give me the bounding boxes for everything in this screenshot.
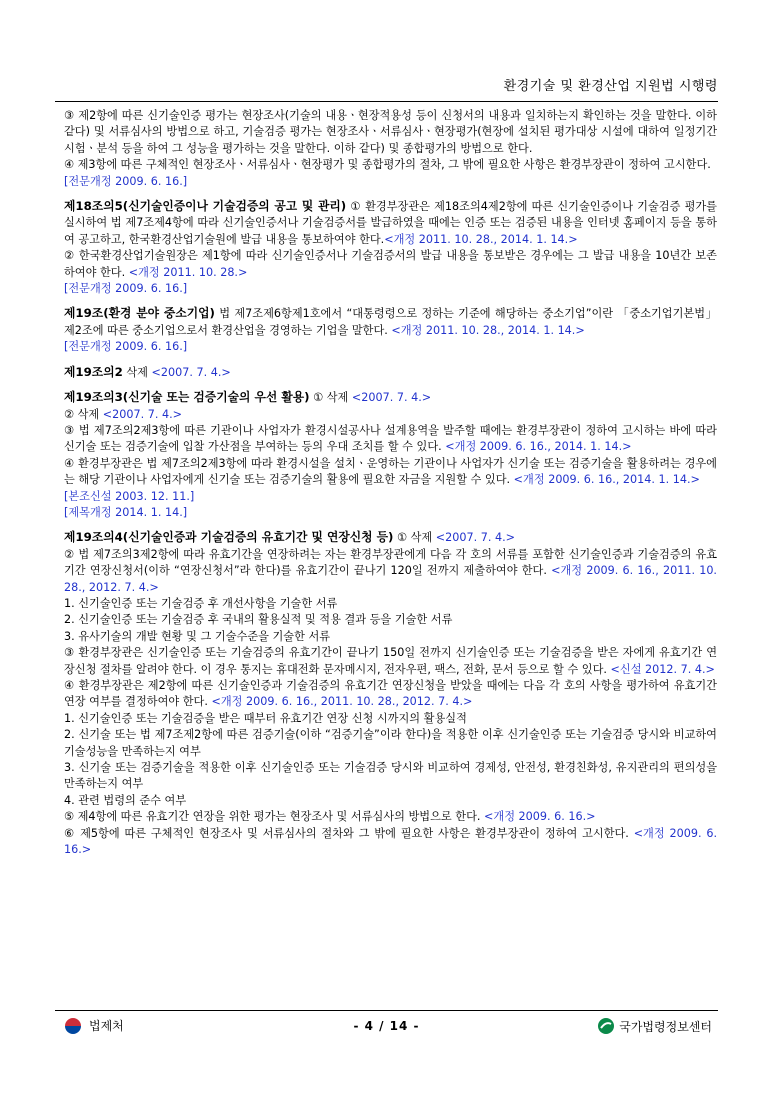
amendment-note: [제목개정 2014. 1. 14.] (64, 505, 188, 519)
article-title: 제19조의4(신기술인증과 기술검증의 유효기간 및 연장신청 등) (64, 530, 394, 545)
paragraph-text: ③ 환경부장관은 신기술인증 또는 기술검증의 유효기간이 끝나기 150일 전까지 신기술인증 또는 기술검증을 받은 자에게 유효기간 연장신청 절차를 알려야 한다. 이 경우 통지는 휴대전화 문자메시지, 전자우편, 팩스, 전화, 문서 등으로 할 수 있다. (64, 646, 717, 676)
article-text: ① 환경부장관은 제18조의4제2항에 따른 신기술인증이나 기술검증 평가를 실시하여 법 제7조제4항에 따라 신기술인증서나 기술검증서를 발급하였을 때에는 인증 또는 검증된 내용을 인터넷 홈페이지 등을 통하여 공고하고, 한국환경산업기술원에 발급 내용을 통보하여야 한다. (64, 200, 717, 246)
list-item: 3. 신기술 또는 검증기술을 적용한 이후 신기술인증 또는 기술검증 당시와 비교하여 경제성, 안전성, 환경친화성, 유지관리의 편의성을 만족하는지 여부 (64, 761, 717, 791)
article-19-4 (64, 529, 717, 546)
paragraph (64, 248, 717, 281)
article-19-3 (64, 389, 717, 406)
article-title: 제18조의5(신기술인증이나 기술검증의 공고 및 관리) (64, 199, 347, 214)
amendment-note: <개정 2009. 6. 16.> (64, 826, 718, 857)
paragraph-text: ② 삭제 (64, 407, 103, 421)
amendment-note: [전문개정 2009. 6. 16.] (64, 340, 188, 354)
paragraph (64, 547, 717, 596)
article-text: ① 삭제 (393, 531, 436, 545)
list-item: 3. 유사기술의 개발 현황 및 그 기술수준을 기술한 서류 (64, 629, 331, 643)
amendment-note: [전문개정 2009. 6. 16.] (64, 282, 188, 296)
paragraph (64, 407, 717, 423)
paragraph-text: ⑤ 제4항에 따른 유효기간 연장을 위한 평가는 현장조사 및 서류심사의 방법으로 한다. (64, 810, 485, 824)
list-item: 2. 신기술 또는 법 제7조제2항에 따른 검증기술(이하 “검증기술”이라 한다)을 적용한 이후 신기술인증 또는 기술검증 당시와 비교하여 기술성능을 만족하는지 여부 (64, 728, 717, 758)
paragraph (64, 645, 717, 678)
paragraph (64, 678, 717, 711)
deletion-note: <2007. 7. 4.> (151, 365, 231, 379)
article-text: 법 제7조제6항제1호에서 “대통령령으로 정하는 기준에 해당하는 중소기업”이란 「중소기업기본법」 제2조에 따른 중소기업으로서 환경산업을 경영하는 기업을 말한다. (64, 307, 717, 337)
paragraph (64, 809, 717, 825)
page-number: - 4 / 14 - (353, 1019, 420, 1033)
article-title: 제19조의3(신기술 또는 검증기술의 우선 활용) (64, 390, 310, 405)
page-footer (55, 1014, 718, 1038)
deletion-note: <2007. 7. 4.> (435, 531, 516, 545)
amendment-note: <개정 2009. 6. 16., 2014. 1. 14.> (445, 440, 632, 454)
amendment-note: <개정 2011. 10. 28.> (128, 265, 248, 279)
paragraph-text: ② 법 제7조의3제2항에 따라 유효기간을 연장하려는 자는 환경부장관에게 다음 각 호의 서류를 포함한 신기술인증과 기술검증의 유효기간 연장신청서(이하 “연장신청서”라 한다)를 유효기간이 끝나기 120일 전까지 제출하여야 한다. (64, 547, 717, 578)
paragraph (64, 423, 717, 456)
article-19-2 (64, 364, 717, 381)
deletion-note: <2007. 7. 4.> (351, 391, 432, 405)
list-item: 1. 신기술인증 또는 기술검증 후 개선사항을 기술한 서류 (64, 596, 338, 610)
paragraph (64, 826, 717, 859)
list-item: 2. 신기술인증 또는 기술검증 후 국내의 활용실적 및 적용 결과 등을 기술한 서류 (64, 613, 453, 627)
list-item: 4. 관련 법령의 준수 여부 (64, 793, 187, 807)
amendment-note: <개정 2009. 6. 16., 2011. 10. 28., 2012. 7. 4.> (211, 695, 473, 709)
paragraph: ④ 제3항에 따른 구체적인 현장조사ㆍ서류심사ㆍ현장평가 및 종합평가의 절차, 그 밖에 필요한 사항은 환경부장관이 정하여 고시한다. (64, 158, 711, 172)
paragraph-text: ② 한국환경산업기술원장은 제1항에 따라 신기술인증서나 기술검증서의 발급 내용을 통보받은 경우에는 그 발급 내용을 10년간 보존하여야 한다. (64, 249, 717, 279)
article-text: 삭제 (122, 365, 152, 379)
list-item: 1. 신기술인증 또는 기술검증을 받은 때부터 유효기간 연장 신청 시까지의 활용실적 (64, 711, 467, 725)
footer-right (597, 1017, 712, 1035)
amendment-note: <개정 2011. 10. 28., 2014. 1. 14.> (391, 323, 585, 337)
footer-divider (55, 1010, 718, 1011)
law-center-logo-icon (597, 1017, 615, 1035)
footer-center-label: 국가법령정보센터 (619, 1019, 712, 1034)
footer-source-label: 법제처 (89, 1019, 124, 1033)
article-19 (64, 305, 717, 339)
page-header-title: 환경기술 및 환경산업 지원법 시행령 (503, 79, 718, 94)
paragraph-text: ⑥ 제5항에 따른 구체적인 현장조사 및 서류심사의 절차와 그 밖에 필요한 사항은 환경부장관이 정하여 고시한다. (64, 826, 634, 840)
article-title: 제19조의2 (64, 364, 123, 379)
article-text: ① 삭제 (309, 391, 352, 405)
article-18-5 (64, 198, 717, 248)
article-title: 제19조(환경 분야 중소기업) (64, 306, 215, 321)
header-divider (55, 101, 718, 102)
amendment-note: <개정 2009. 6. 16.> (484, 810, 596, 824)
paragraph-text: ③ 법 제7조의2제3항에 따른 기관이나 사업자가 환경시설공사나 설계용역을 발주할 때에는 환경부장관이 정하여 고시하는 바에 따라 신기술 또는 검증기술에 입찰 가산점을 부여하는 등의 우대 조치를 할 수 있다. (64, 423, 717, 454)
deletion-note: <2007. 7. 4.> (102, 407, 183, 421)
amendment-note: [본조신설 2003. 12. 11.] (64, 489, 195, 503)
paragraph (64, 456, 717, 489)
document-body (64, 108, 717, 858)
paragraph-text: ④ 환경부장관은 제2항에 따른 신기술인증과 기술검증의 유효기간 연장신청을 받았을 때에는 다음 각 호의 사항을 평가하여 유효기간 연장 여부를 결정하여야 한다. (64, 679, 717, 709)
paragraph: ③ 제2항에 따른 신기술인증 평가는 현장조사(기술의 내용ㆍ현장적용성 등이 신청서의 내용과 일치하는지 확인하는 것을 말한다. 이하 같다) 및 서류심사의 방법으로 하고, 기술검증 평가는 현장조사ㆍ서류심사ㆍ현장평가(현장에 설치된 평가대상 시설에 대하여 일정기간 시험ㆍ분석 등을 하여 그 성능을 평가하는 것을 말한다. 이하 같다) 및 종합평가의 방법으로 한다. (64, 109, 717, 155)
amendment-note: <개정 2009. 6. 16., 2011. 10. 28., 2012. 7. 4.> (64, 564, 717, 594)
amendment-note: [전문개정 2009. 6. 16.] (64, 174, 188, 188)
amendment-note: <개정 2009. 6. 16., 2014. 1. 14.> (513, 473, 700, 487)
amendment-note: <신설 2012. 7. 4.> (610, 662, 715, 676)
paragraph-text: ④ 환경부장관은 법 제7조의2제3항에 따라 환경시설을 설치ㆍ운영하는 기관이나 사업자가 신기술 또는 검증기술을 활용하려는 경우에는 해당 기관이나 사업자에게 신기술 또는 검증기술의 활용에 필요한 자금을 지원할 수 있다. (64, 456, 717, 487)
amendment-note: <개정 2011. 10. 28., 2014. 1. 14.> (384, 232, 578, 246)
